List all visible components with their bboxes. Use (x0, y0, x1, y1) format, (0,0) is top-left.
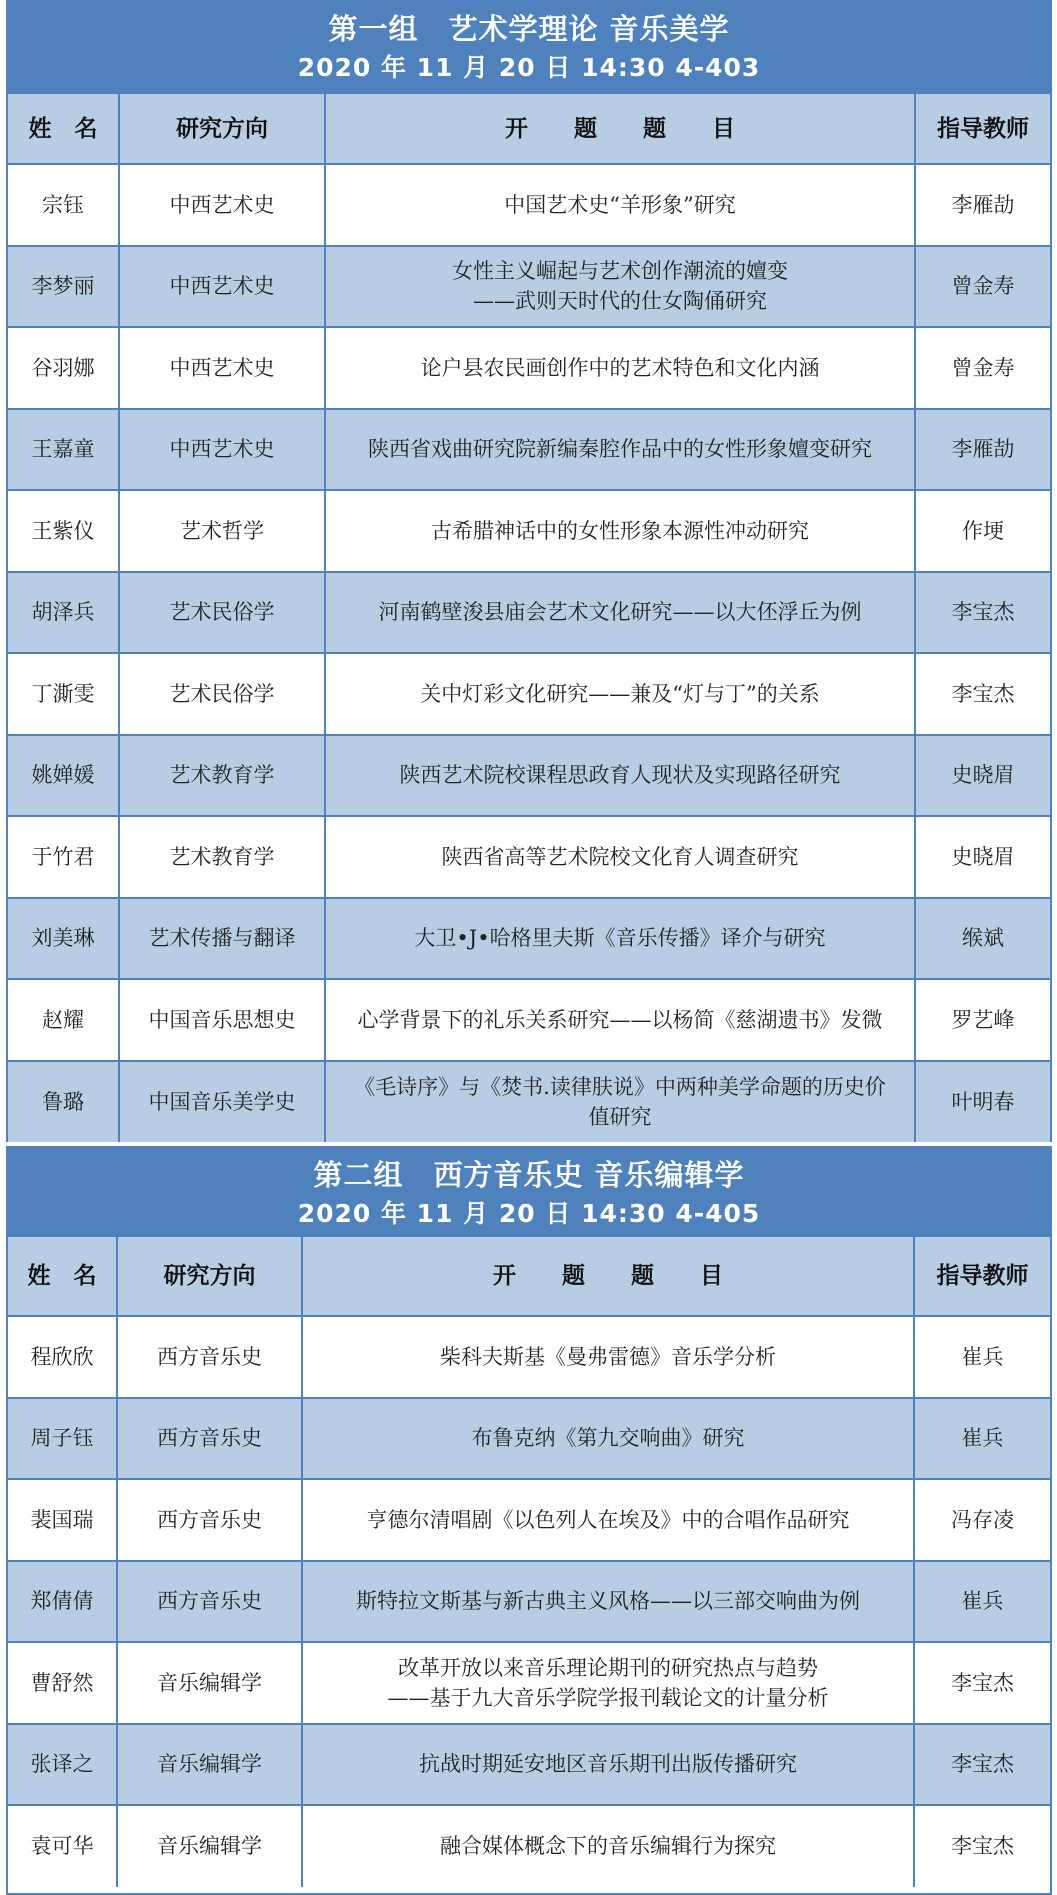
topic-line: 河南鹤壁浚县庙会艺术文化研究——以大伾浮丘为例 (378, 600, 862, 625)
thesis-topic (302, 1642, 914, 1724)
advisor-name: 曾金寿 (915, 246, 1050, 328)
table-row (8, 1724, 1050, 1806)
student-name: 裴国瑞 (8, 1479, 117, 1561)
table-row (8, 409, 1050, 491)
table-row (8, 572, 1050, 654)
student-name: 张译之 (8, 1724, 117, 1806)
thesis-topic (325, 327, 915, 409)
table-row (8, 164, 1050, 246)
thesis-topic (302, 1398, 914, 1480)
table-header-row (8, 1237, 1050, 1316)
student-name: 周子钰 (8, 1398, 117, 1480)
thesis-topic (325, 979, 915, 1061)
research-direction: 艺术传播与翻译 (119, 898, 325, 980)
thesis-topic (325, 490, 915, 572)
research-direction: 音乐编辑学 (117, 1724, 302, 1806)
group-one (6, 0, 1052, 1142)
thesis-topic (302, 1479, 914, 1561)
header-topic: 开 题 题 目 (325, 94, 915, 164)
group-two-table (8, 1237, 1050, 1887)
table-row (8, 979, 1050, 1061)
student-name: 鲁璐 (8, 1061, 119, 1143)
topic-line: 改革开放以来音乐理论期刊的研究热点与趋势 (398, 1655, 818, 1680)
student-name: 郑倩倩 (8, 1561, 117, 1643)
thesis-topic (325, 246, 915, 328)
topic-line: 抗战时期延安地区音乐期刊出版传播研究 (419, 1752, 797, 1777)
thesis-topic (325, 409, 915, 491)
research-direction: 中西艺术史 (119, 246, 325, 328)
topic-line: 值研究 (588, 1104, 652, 1129)
student-name: 姚婵媛 (8, 735, 119, 817)
table-row (8, 490, 1050, 572)
table-row (8, 1805, 1050, 1887)
research-direction: 西方音乐史 (117, 1479, 302, 1561)
research-direction: 中西艺术史 (119, 327, 325, 409)
topic-line: 陕西省戏曲研究院新编秦腔作品中的女性形象嬗变研究 (368, 437, 872, 462)
student-name: 丁澌雯 (8, 653, 119, 735)
thesis-topic (325, 898, 915, 980)
topic-line: 布鲁克纳《第九交响曲》研究 (471, 1426, 745, 1451)
group-two-header (8, 1148, 1050, 1237)
thesis-topic (325, 816, 915, 898)
table-row (8, 327, 1050, 409)
research-direction: 中国音乐美学史 (119, 1061, 325, 1143)
student-name: 赵耀 (8, 979, 119, 1061)
student-name: 于竹君 (8, 816, 119, 898)
topic-line: 陕西省高等艺术院校文化育人调查研究 (441, 844, 799, 869)
thesis-topic (325, 1061, 915, 1143)
research-direction: 中西艺术史 (119, 409, 325, 491)
advisor-name: 罗艺峰 (915, 979, 1050, 1061)
table-row (8, 816, 1050, 898)
research-direction: 艺术哲学 (119, 490, 325, 572)
group-two (6, 1146, 1052, 1895)
advisor-name: 李宝杰 (914, 1805, 1050, 1887)
group-schedule: 2020 年 11 月 20 日 14:30 4-403 (297, 53, 761, 82)
topic-line: ——武则天时代的仕女陶俑研究 (473, 289, 767, 314)
research-direction: 艺术教育学 (119, 735, 325, 817)
topic-line: 陕西艺术院校课程思政育人现状及实现路径研究 (399, 763, 841, 788)
group-schedule: 2020 年 11 月 20 日 14:30 4-405 (297, 1199, 761, 1228)
advisor-name: 缑斌 (915, 898, 1050, 980)
research-direction: 音乐编辑学 (117, 1805, 302, 1887)
topic-line: 心学背景下的礼乐关系研究——以杨简《慈湖遗书》发微 (357, 1007, 883, 1032)
student-name: 胡泽兵 (8, 572, 119, 654)
research-direction: 艺术民俗学 (119, 572, 325, 654)
advisor-name: 崔兵 (914, 1398, 1050, 1480)
header-name: 姓 名 (8, 1237, 117, 1316)
group-one-header (8, 2, 1050, 94)
table-row (8, 898, 1050, 980)
group-title: 第一组 艺术学理论 音乐美学 (328, 12, 730, 46)
header-name: 姓 名 (8, 94, 119, 164)
topic-line: 古希腊神话中的女性形象本源性冲动研究 (431, 518, 809, 543)
student-name: 袁可华 (8, 1805, 117, 1887)
header-topic: 开 题 题 目 (302, 1237, 914, 1316)
advisor-name: 李宝杰 (915, 572, 1050, 654)
student-name: 刘美琳 (8, 898, 119, 980)
table-row (8, 1642, 1050, 1724)
topic-line: ——基于九大音乐学院学报刊载论文的计量分析 (387, 1685, 829, 1710)
advisor-name: 李宝杰 (914, 1724, 1050, 1806)
topic-line: 《毛诗序》与《焚书.读律肤说》中两种美学命题的历史价 (354, 1074, 886, 1099)
topic-line: 女性主义崛起与艺术创作潮流的嬗变 (452, 259, 788, 284)
header-direction: 研究方向 (117, 1237, 302, 1316)
advisor-name: 史晓眉 (915, 735, 1050, 817)
advisor-name: 史晓眉 (915, 816, 1050, 898)
research-direction: 音乐编辑学 (117, 1642, 302, 1724)
topic-line: 论户县农民画创作中的艺术特色和文化内涵 (420, 355, 820, 380)
table-row (8, 246, 1050, 328)
research-direction: 中国音乐思想史 (119, 979, 325, 1061)
advisor-name: 叶明春 (915, 1061, 1050, 1143)
advisor-name: 李雁劼 (915, 409, 1050, 491)
research-direction: 西方音乐史 (117, 1561, 302, 1643)
student-name: 李梦丽 (8, 246, 119, 328)
thesis-topic (302, 1561, 914, 1643)
advisor-name: 李雁劼 (915, 164, 1050, 246)
header-advisor: 指导教师 (915, 94, 1050, 164)
research-direction: 西方音乐史 (117, 1398, 302, 1480)
table-row (8, 1398, 1050, 1480)
student-name: 王紫仪 (8, 490, 119, 572)
table-row (8, 1561, 1050, 1643)
group-title: 第二组 西方音乐史 音乐编辑学 (313, 1158, 745, 1192)
header-advisor: 指导教师 (914, 1237, 1050, 1316)
table-row (8, 1479, 1050, 1561)
thesis-topic (325, 572, 915, 654)
table-row (8, 1061, 1050, 1143)
group-one-table (8, 94, 1050, 1142)
thesis-topic (325, 164, 915, 246)
student-name: 王嘉童 (8, 409, 119, 491)
topic-line: 大卫•J•哈格里夫斯《音乐传播》译介与研究 (414, 926, 826, 951)
advisor-name: 曾金寿 (915, 327, 1050, 409)
student-name: 程欣欣 (8, 1316, 117, 1398)
topic-line: 融合媒体概念下的音乐编辑行为探究 (440, 1834, 776, 1859)
header-direction: 研究方向 (119, 94, 325, 164)
advisor-name: 李宝杰 (915, 653, 1050, 735)
advisor-name: 崔兵 (914, 1561, 1050, 1643)
topic-line: 斯特拉文斯基与新古典主义风格——以三部交响曲为例 (356, 1589, 860, 1614)
student-name: 宗钰 (8, 164, 119, 246)
topic-line: 中国艺术史“羊形象”研究 (504, 192, 736, 217)
thesis-topic (325, 653, 915, 735)
advisor-name: 李宝杰 (914, 1642, 1050, 1724)
topic-line: 亨德尔清唱剧《以色列人在埃及》中的合唱作品研究 (366, 1507, 850, 1532)
table-header-row (8, 94, 1050, 164)
table-row (8, 653, 1050, 735)
advisor-name: 作埂 (915, 490, 1050, 572)
research-direction: 艺术教育学 (119, 816, 325, 898)
topic-line: 柴科夫斯基《曼弗雷德》音乐学分析 (440, 1344, 776, 1369)
thesis-topic (302, 1316, 914, 1398)
table-row (8, 735, 1050, 817)
research-direction: 中西艺术史 (119, 164, 325, 246)
student-name: 曹舒然 (8, 1642, 117, 1724)
advisor-name: 崔兵 (914, 1316, 1050, 1398)
thesis-topic (302, 1805, 914, 1887)
advisor-name: 冯存凌 (914, 1479, 1050, 1561)
topic-line: 关中灯彩文化研究——兼及“灯与丁”的关系 (420, 681, 820, 706)
research-direction: 西方音乐史 (117, 1316, 302, 1398)
thesis-topic (302, 1724, 914, 1806)
thesis-topic (325, 735, 915, 817)
research-direction: 艺术民俗学 (119, 653, 325, 735)
table-row (8, 1316, 1050, 1398)
student-name: 谷羽娜 (8, 327, 119, 409)
